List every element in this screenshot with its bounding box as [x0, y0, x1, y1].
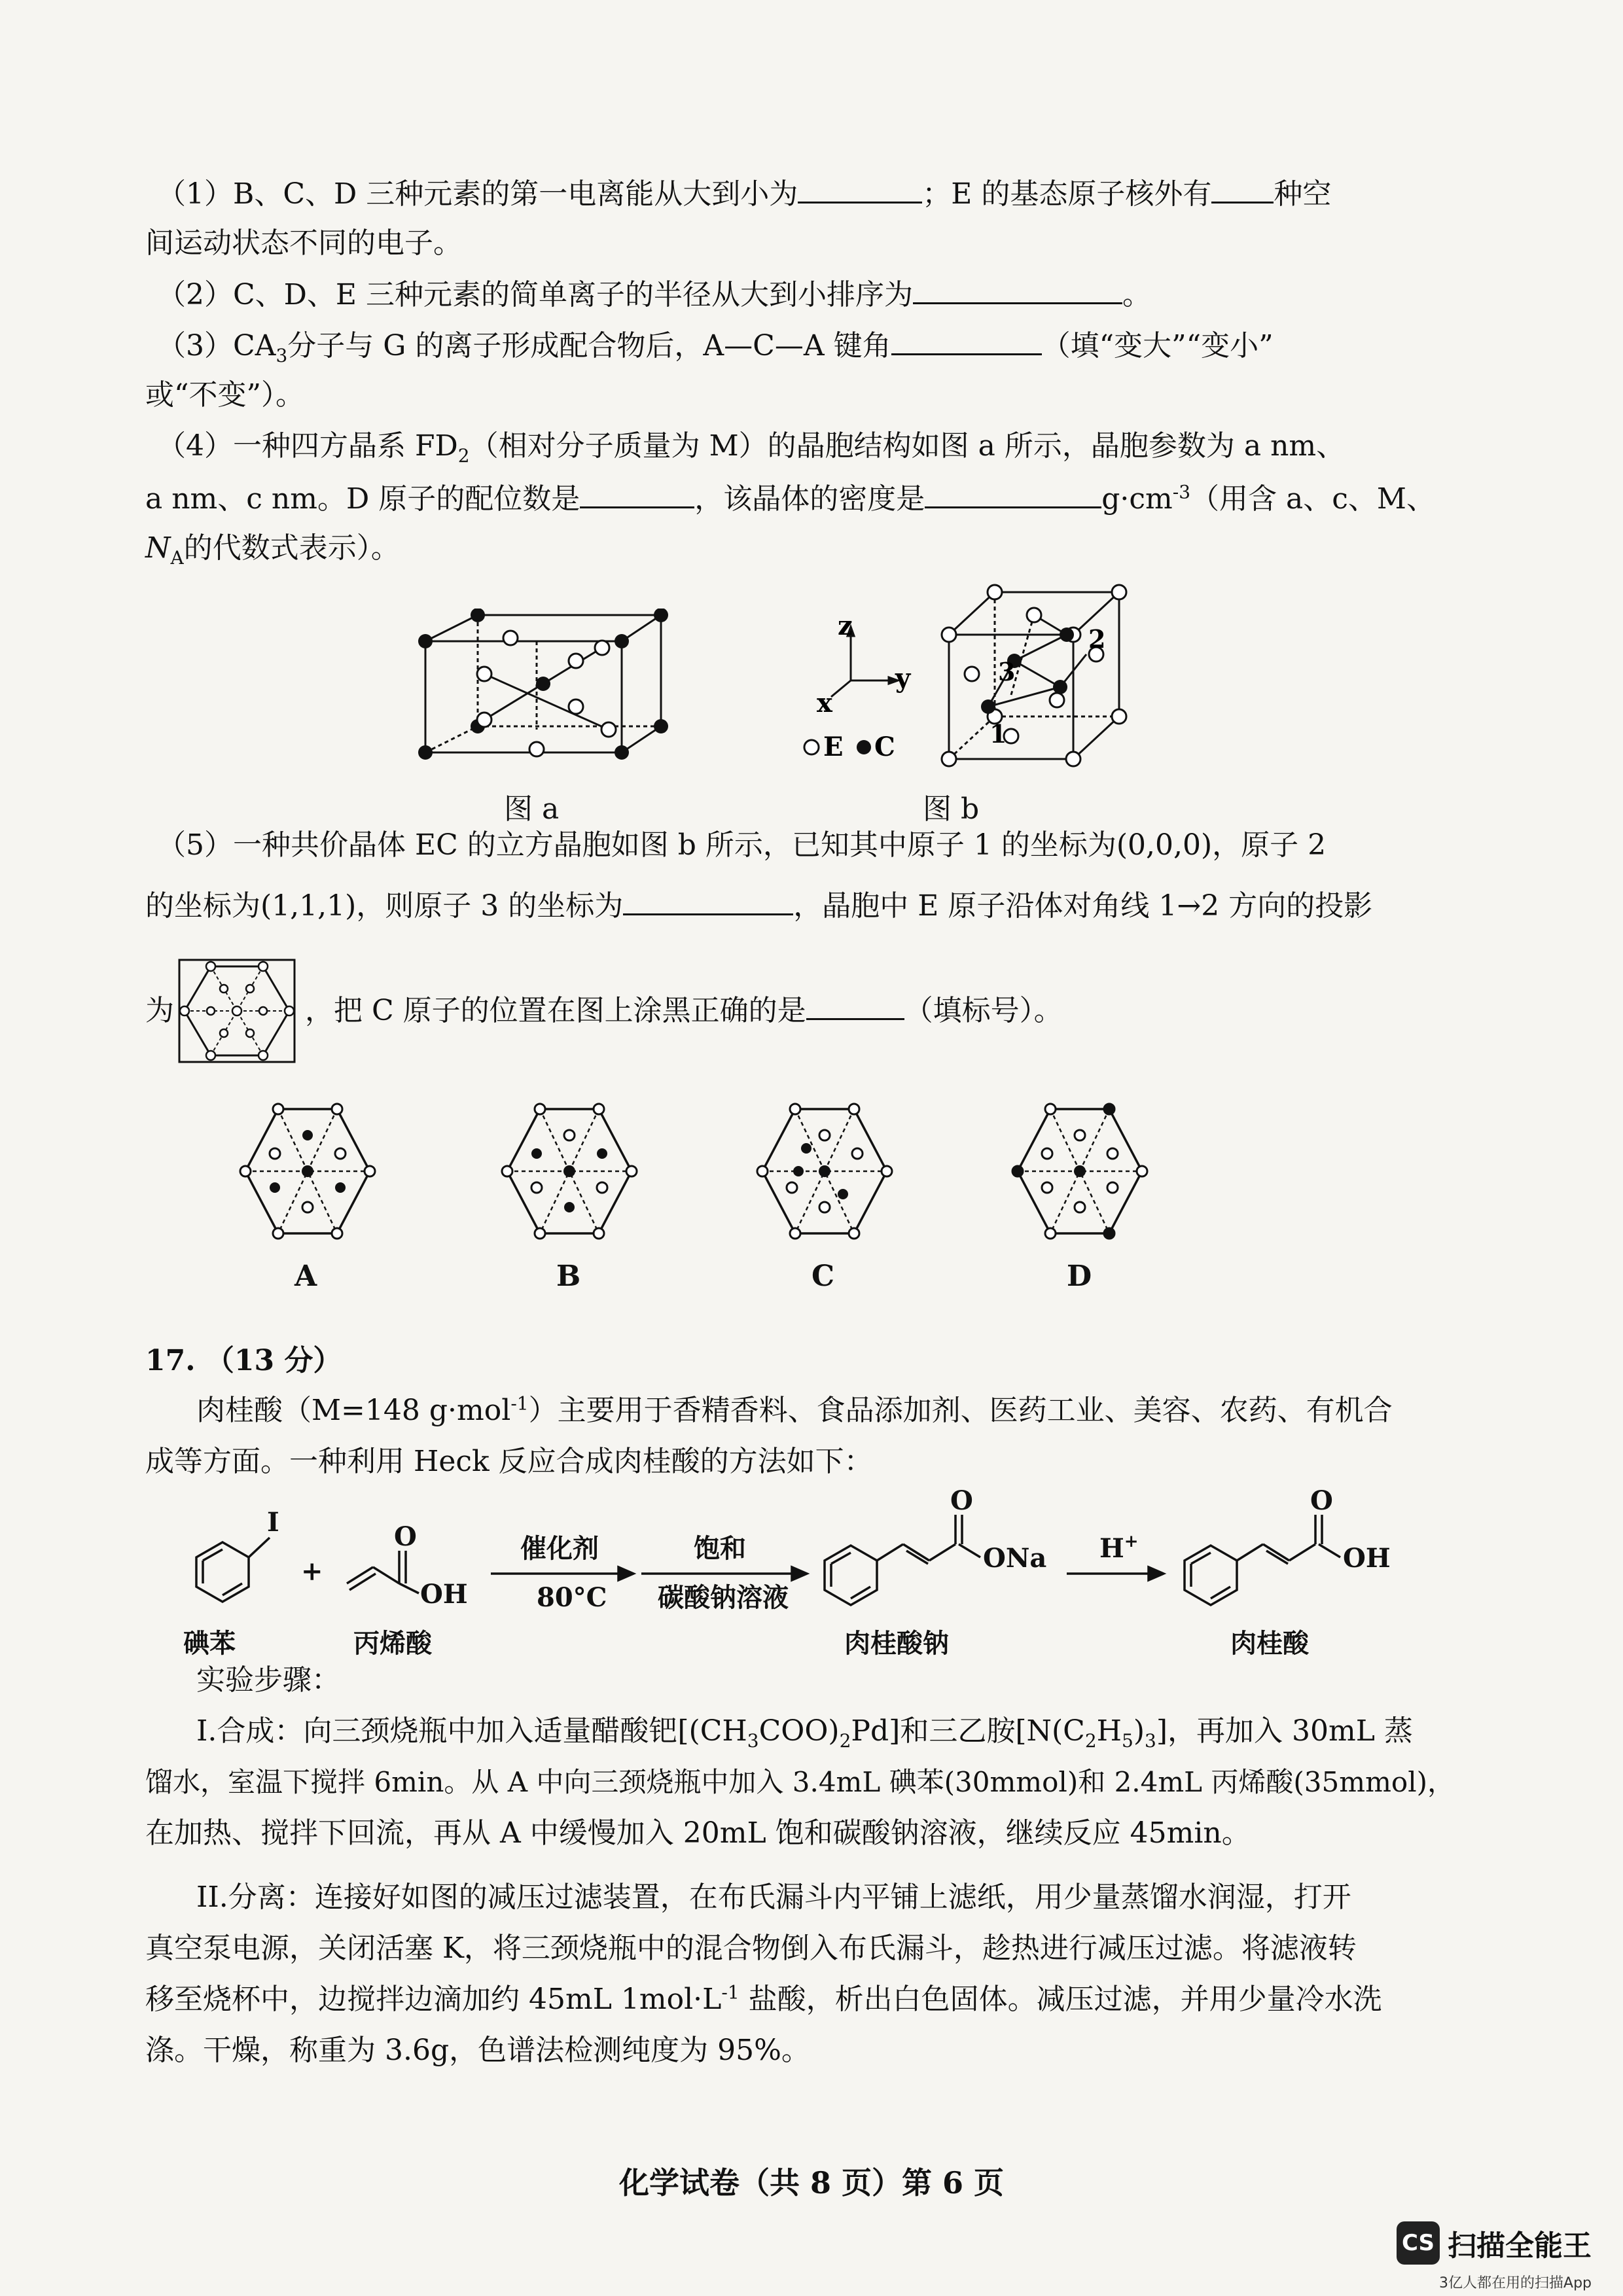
- steps-title: 实验步骤：: [196, 1663, 340, 1697]
- atom-1-label: 1: [990, 719, 1007, 749]
- option-a-hexagon: [240, 1104, 375, 1239]
- label-cinnamic-acid: 肉桂酸: [1230, 1628, 1309, 1659]
- scheme-cat: 催化剂: [520, 1533, 599, 1564]
- q16-part4-line1: （4）一种四方晶系 $FD_2$（相对分子质量为 M）的晶胞结构如图 a 所示，晶胞参数为 a nm、: [157, 429, 1346, 467]
- q16-part4-line3: $N_A$的代数式表示）。: [145, 531, 400, 569]
- scheme-oh: OH: [420, 1579, 468, 1610]
- answer-blank[interactable]: [580, 478, 694, 508]
- q16-part1-line2: 间运动状态不同的电子。: [145, 226, 462, 260]
- legend-c-label: C: [874, 732, 895, 762]
- step2-line1: II.分离：连接好如图的减压过滤装置，在布氏漏斗内平铺上滤纸，用少量蒸馏水润湿，打开: [196, 1881, 1351, 1914]
- axis-x-label: x: [817, 688, 832, 718]
- q16-part5-line1: （5）一种共价晶体 EC 的立方晶胞如图 b 所示，已知其中原子 1 的坐标为(0,0,0)，原子 2: [157, 828, 1327, 862]
- q17-header: 17. （13 分）: [145, 1344, 342, 1377]
- scanner-watermark: [1397, 2221, 1592, 2265]
- answer-blank[interactable]: [891, 325, 1042, 355]
- camscanner-logo: CS: [1397, 2221, 1440, 2265]
- option-a-label: A: [294, 1260, 317, 1293]
- label-sodium-cinnamate: 肉桂酸钠: [844, 1628, 949, 1659]
- step2-line3: 移至烧杯中，边搅拌边滴加约 45mL $1mol\cdot L^{-1}$ 盐酸，析出白色固体。减压过滤，并用少量冷水洗: [145, 1981, 1382, 2016]
- answer-blank[interactable]: [1211, 173, 1274, 203]
- page-footer: 化学试卷（共 8 页）第 6 页: [618, 2165, 1005, 2200]
- step1-line2: 馏水，室温下搅拌 6min。从 A 中向三颈烧瓶中加入 3.4mL 碘苯(30mmol)和 2.4mL 丙烯酸(35mmol)，: [145, 1766, 1455, 1798]
- projection-hexagon: [178, 959, 296, 1063]
- watermark-name: 扫描全能王: [1448, 2229, 1592, 2263]
- option-d-label: D: [1067, 1260, 1092, 1293]
- q16-part5-line2: 的坐标为(1,1,1)，则原子 3 的坐标为 ，晶胞中 E 原子沿体对角线 1→2 方向的投影: [145, 885, 1372, 926]
- atom-3-label: 3: [998, 657, 1016, 686]
- legend-c-marker: [857, 740, 871, 754]
- q16-part5-line3: 为 ，把 C 原子的位置在图上涂黑正确的是 （填标号）。: [145, 989, 1063, 1031]
- scheme-plus: +: [301, 1556, 323, 1587]
- atom-2-label: 2: [1088, 624, 1106, 654]
- figure-b-unit-cell: [798, 576, 1139, 772]
- scheme-iodo: I: [267, 1507, 279, 1538]
- q16-part1-line1: （1）B、C、D 三种元素的第一电离能从大到小为 ；E 的基态原子核外有 种空: [157, 173, 1331, 214]
- answer-blank[interactable]: [925, 478, 1101, 508]
- figure-a-caption: 图 a: [504, 792, 560, 826]
- q16-part2: （2）C、D、E 三种元素的简单离子的半径从大到小排序为 。: [157, 274, 1151, 315]
- scheme-temp: 80°C: [537, 1582, 607, 1613]
- axis-y-label: y: [895, 663, 911, 694]
- scheme-o2: O: [950, 1485, 973, 1516]
- q16-part4-line2: a nm、c nm。D 原子的配位数是 ，该晶体的密度是 $g\cdot cm^{-3}$（用含 a、c、M、: [145, 478, 1435, 519]
- answer-blank[interactable]: [623, 885, 793, 915]
- scheme-h: H+: [1099, 1532, 1139, 1564]
- label-acrylic-acid: 丙烯酸: [353, 1628, 432, 1659]
- q17-intro-line1: 肉桂酸（M=148 g·mol$^{-1}$）主要用于香精香料、食品添加剂、医药工业、美容、农药、有机合: [196, 1392, 1393, 1427]
- step1-line3: 在加热、搅拌下回流，再从 A 中缓慢加入 20mL 饱和碳酸钠溶液，继续反应 45min。: [145, 1816, 1251, 1850]
- scheme-sat2: 碳酸钠溶液: [658, 1582, 789, 1613]
- step2-line2: 真空泵电源，关闭活塞 K，将三颈烧瓶中的混合物倒入布氏漏斗，趁热进行减压过滤。将滤液转: [145, 1932, 1357, 1965]
- answer-blank[interactable]: [806, 989, 904, 1020]
- step1-line1: I.合成：向三颈烧瓶中加入适量醋酸钯$[(CH_3COO)_2Pd]$和三乙胺$[N(C_2H_5)_3]$，再加入 30mL 蒸: [196, 1714, 1413, 1752]
- figure-b-caption: 图 b: [923, 792, 980, 826]
- reaction-scheme: [157, 1485, 1466, 1662]
- option-d-hexagon: [1012, 1103, 1147, 1239]
- option-c-hexagon: [757, 1104, 892, 1239]
- scheme-sat1: 饱和: [694, 1533, 746, 1564]
- options-hexagons: [236, 1099, 1152, 1250]
- answer-blank[interactable]: [913, 274, 1122, 304]
- scheme-oh2: OH: [1343, 1543, 1391, 1574]
- legend-e-label: E: [823, 732, 844, 762]
- scheme-o3: O: [1310, 1485, 1333, 1516]
- answer-blank[interactable]: [798, 173, 922, 203]
- option-b-label: B: [556, 1260, 581, 1293]
- scheme-o1: O: [394, 1521, 417, 1552]
- scheme-ona: ONa: [983, 1543, 1047, 1574]
- axis-z-label: z: [838, 610, 853, 641]
- option-c-label: C: [812, 1260, 835, 1293]
- q16-part3-line2: 或“不变”）。: [145, 378, 304, 412]
- option-b-hexagon: [502, 1104, 637, 1239]
- step2-line4: 涤。干燥，称重为 3.6g，色谱法检测纯度为 95%。: [145, 2034, 810, 2067]
- q17-intro-line2: 成等方面。一种利用 Heck 反应合成肉桂酸的方法如下：: [145, 1445, 873, 1478]
- legend-e-marker: [804, 740, 819, 754]
- label-iodobenzene: 碘苯: [183, 1628, 236, 1659]
- watermark-tagline: 3亿人都在用的扫描App: [1439, 2275, 1592, 2291]
- figure-a-unit-cell: [412, 609, 674, 766]
- q16-part3-line1: $(3)CA_3$分子与 G 的离子形成配合物后，A—C—A 键角 （填“变大”“变小”: [157, 325, 1274, 366]
